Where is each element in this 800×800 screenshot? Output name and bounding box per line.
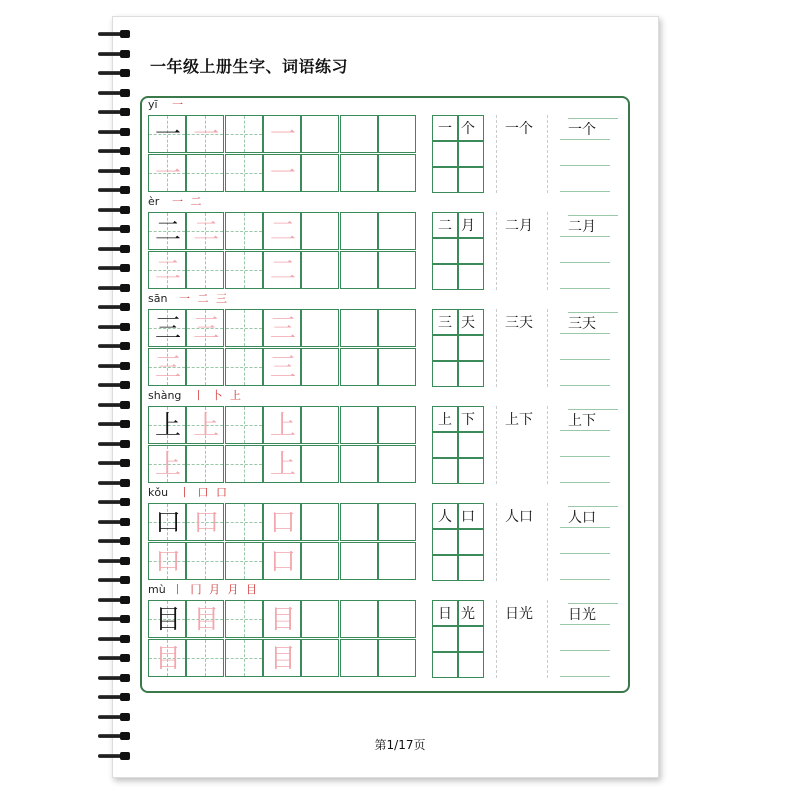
binding-ring — [96, 147, 132, 155]
grid-guide — [187, 561, 223, 562]
binding-ring — [96, 381, 132, 389]
binding-ring — [96, 284, 132, 292]
grid-cell — [340, 348, 378, 386]
model-word: 二月 — [438, 218, 484, 234]
grid-cell — [186, 309, 224, 347]
grid-cell — [148, 309, 186, 347]
grid-cell — [263, 348, 301, 386]
word-bracket — [496, 115, 548, 193]
pinyin-label: èr — [148, 195, 160, 208]
page-number: 第1/17页 — [374, 738, 426, 752]
guide-line — [560, 165, 610, 166]
trace-character: 口 — [269, 546, 296, 577]
trace-character: 二 — [193, 217, 220, 247]
grid-guide — [226, 134, 262, 135]
grid-cell — [225, 503, 263, 541]
word-lines — [560, 600, 610, 678]
binding-ring — [96, 674, 132, 682]
grid-cell — [148, 212, 186, 250]
trace-character: 口 — [154, 546, 181, 577]
model-word: 二月 — [505, 218, 533, 234]
grid-cell — [378, 115, 416, 153]
grid-cell — [225, 639, 263, 677]
binding-ring — [96, 50, 132, 58]
stroke-order: 丨 卜 上 — [193, 389, 243, 402]
grid-cell — [378, 503, 416, 541]
grid-cell — [301, 639, 339, 677]
binding-ring — [96, 596, 132, 604]
writing-grid — [148, 406, 416, 484]
guide-line — [560, 579, 610, 580]
page-title: 一年级上册生字、词语练习 — [150, 57, 349, 76]
trace-character: 一 — [154, 158, 181, 189]
grid-cell — [378, 445, 416, 483]
grid-guide — [226, 425, 262, 426]
stroke-order: 丨 冂 月 月 目 — [172, 583, 259, 596]
trace-character: 上 — [269, 411, 296, 441]
grid-cell — [263, 309, 301, 347]
grid-cell — [378, 348, 416, 386]
grid-cell — [263, 154, 301, 192]
grid-cell — [340, 406, 378, 444]
word-cell — [458, 432, 484, 458]
grid-cell — [263, 445, 301, 483]
grid-guide — [226, 464, 262, 465]
model-character: 二 — [154, 217, 181, 247]
guide-line — [560, 676, 610, 677]
word-cell — [432, 652, 458, 678]
word-cell — [458, 335, 484, 361]
guide-line — [560, 333, 610, 334]
grid-guide — [226, 328, 262, 329]
grid-cell — [263, 639, 301, 677]
trace-character: 三 — [154, 352, 181, 383]
grid-guide — [226, 522, 262, 523]
model-word: 三天 — [505, 315, 533, 331]
grid-cell — [186, 212, 224, 250]
word-lines — [560, 309, 610, 387]
word-lines — [560, 406, 610, 484]
grid-cell — [186, 445, 224, 483]
grid-cell — [263, 542, 301, 580]
trace-character: 目 — [154, 643, 181, 674]
grid-cell — [263, 251, 301, 289]
guide-line — [560, 430, 610, 431]
trace-character: 二 — [154, 255, 181, 286]
grid-cell — [263, 503, 301, 541]
stroke-order: 一 — [172, 98, 185, 111]
grid-guide — [187, 173, 223, 174]
grid-cell — [301, 503, 339, 541]
trace-character: 上 — [269, 449, 296, 480]
model-word: 一个 — [568, 118, 618, 139]
word-cell — [432, 238, 458, 264]
binding-ring — [96, 303, 132, 311]
grid-cell — [301, 212, 339, 250]
word-bracket — [496, 309, 548, 387]
grid-cell — [378, 542, 416, 580]
grid-cell — [340, 154, 378, 192]
grid-cell — [340, 542, 378, 580]
grid-cell — [225, 154, 263, 192]
binding-ring — [96, 362, 132, 370]
grid-cell — [148, 154, 186, 192]
model-character: 上 — [154, 411, 181, 441]
word-cell — [458, 361, 484, 387]
word-grid — [432, 309, 484, 387]
grid-guide — [226, 658, 262, 659]
binding-ring — [96, 323, 132, 331]
grid-cell — [225, 600, 263, 638]
grid-guide — [226, 561, 262, 562]
trace-character: 一 — [269, 158, 296, 189]
word-cell — [458, 141, 484, 167]
pinyin-label: sān — [148, 292, 168, 305]
grid-cell — [378, 600, 416, 638]
stroke-order: 一 二 — [172, 195, 204, 208]
grid-cell — [301, 348, 339, 386]
word-cell — [458, 264, 484, 290]
stroke-order: 一 二 三 — [179, 292, 229, 305]
word-lines — [560, 503, 610, 581]
word-cell — [458, 167, 484, 193]
grid-cell — [186, 542, 224, 580]
trace-character: 目 — [193, 605, 220, 635]
trace-character: 三 — [269, 314, 296, 344]
binding-ring — [96, 30, 132, 38]
word-bracket — [496, 600, 548, 678]
trace-character: 目 — [269, 605, 296, 635]
stroke-order: 丨 口 口 — [179, 486, 229, 499]
grid-cell — [301, 115, 339, 153]
word-cell — [458, 626, 484, 652]
grid-guide — [226, 619, 262, 620]
grid-cell — [186, 251, 224, 289]
binding-ring — [96, 128, 132, 136]
writing-grid — [148, 503, 416, 581]
trace-character: 一 — [269, 120, 296, 150]
word-cell — [432, 264, 458, 290]
model-word: 上下 — [505, 412, 533, 428]
pinyin-label: shàng — [148, 389, 182, 402]
guide-line — [560, 624, 610, 625]
binding-ring — [96, 245, 132, 253]
word-cell — [458, 652, 484, 678]
binding-ring — [96, 108, 132, 116]
trace-character: 上 — [154, 449, 181, 480]
grid-cell — [186, 115, 224, 153]
grid-guide — [226, 367, 262, 368]
grid-cell — [340, 251, 378, 289]
binding-ring — [96, 186, 132, 194]
grid-guide — [226, 231, 262, 232]
grid-cell — [301, 600, 339, 638]
pinyin-label: yī — [148, 98, 158, 111]
model-word: 日光 — [568, 603, 618, 624]
word-cell — [432, 458, 458, 484]
grid-cell — [263, 600, 301, 638]
guide-line — [560, 359, 610, 360]
grid-cell — [340, 212, 378, 250]
model-word: 日光 — [505, 606, 533, 622]
grid-cell — [378, 309, 416, 347]
grid-guide — [226, 270, 262, 271]
binding-ring — [96, 264, 132, 272]
binding-ring — [96, 713, 132, 721]
word-grid — [432, 406, 484, 484]
word-cell — [432, 432, 458, 458]
trace-character: 口 — [269, 508, 296, 538]
guide-line — [560, 288, 610, 289]
grid-cell — [378, 154, 416, 192]
guide-line — [560, 456, 610, 457]
pinyin-label: mù — [148, 583, 166, 596]
trace-character: 二 — [269, 255, 296, 286]
model-word: 一个 — [438, 121, 484, 137]
grid-cell — [378, 212, 416, 250]
grid-cell — [301, 309, 339, 347]
grid-cell — [148, 445, 186, 483]
spiral-binding — [96, 30, 136, 770]
trace-character: 三 — [269, 352, 296, 383]
word-cell — [458, 238, 484, 264]
grid-cell — [186, 154, 224, 192]
grid-cell — [301, 542, 339, 580]
binding-ring — [96, 537, 132, 545]
guide-line — [560, 139, 610, 140]
grid-cell — [225, 348, 263, 386]
guide-line — [560, 236, 610, 237]
word-bracket — [496, 503, 548, 581]
word-cell — [432, 167, 458, 193]
grid-cell — [340, 309, 378, 347]
grid-cell — [263, 212, 301, 250]
model-word: 三天 — [568, 312, 618, 333]
binding-ring — [96, 459, 132, 467]
word-cell — [458, 555, 484, 581]
binding-ring — [96, 693, 132, 701]
grid-cell — [148, 639, 186, 677]
word-grid — [432, 115, 484, 193]
word-cell — [432, 555, 458, 581]
grid-cell — [225, 445, 263, 483]
grid-guide — [187, 658, 223, 659]
grid-cell — [378, 639, 416, 677]
binding-ring — [96, 89, 132, 97]
grid-guide — [187, 367, 223, 368]
grid-cell — [148, 542, 186, 580]
grid-cell — [301, 445, 339, 483]
grid-cell — [148, 406, 186, 444]
word-lines — [560, 212, 610, 290]
word-cell — [432, 529, 458, 555]
grid-cell — [340, 115, 378, 153]
grid-cell — [340, 639, 378, 677]
grid-cell — [225, 115, 263, 153]
binding-ring — [96, 401, 132, 409]
writing-grid — [148, 600, 416, 678]
binding-ring — [96, 206, 132, 214]
word-bracket — [496, 406, 548, 484]
guide-line — [560, 191, 610, 192]
binding-ring — [96, 69, 132, 77]
grid-cell — [186, 348, 224, 386]
grid-guide — [187, 464, 223, 465]
grid-cell — [225, 406, 263, 444]
model-word: 人口 — [568, 506, 618, 527]
model-character: 口 — [154, 508, 181, 538]
grid-cell — [225, 309, 263, 347]
grid-cell — [301, 251, 339, 289]
grid-cell — [186, 600, 224, 638]
grid-cell — [263, 406, 301, 444]
word-grid — [432, 503, 484, 581]
guide-line — [560, 385, 610, 386]
word-cell — [458, 529, 484, 555]
binding-ring — [96, 518, 132, 526]
trace-character: 上 — [193, 411, 220, 441]
grid-cell — [301, 406, 339, 444]
model-word: 三天 — [438, 315, 484, 331]
grid-guide — [226, 173, 262, 174]
binding-ring — [96, 342, 132, 350]
grid-cell — [186, 503, 224, 541]
model-word: 人口 — [438, 509, 484, 525]
guide-line — [560, 527, 610, 528]
trace-character: 口 — [193, 508, 220, 538]
word-cell — [432, 361, 458, 387]
model-word: 二月 — [568, 215, 618, 236]
pinyin-label: kǒu — [148, 486, 169, 499]
grid-cell — [186, 406, 224, 444]
binding-ring — [96, 440, 132, 448]
binding-ring — [96, 420, 132, 428]
writing-grid — [148, 309, 416, 387]
model-character: 三 — [154, 314, 181, 344]
word-cell — [458, 458, 484, 484]
binding-ring — [96, 654, 132, 662]
binding-ring — [96, 498, 132, 506]
grid-cell — [148, 251, 186, 289]
writing-grid — [148, 212, 416, 290]
word-cell — [432, 335, 458, 361]
binding-ring — [96, 557, 132, 565]
binding-ring — [96, 615, 132, 623]
binding-ring — [96, 635, 132, 643]
trace-character: 一 — [193, 120, 220, 150]
guide-line — [560, 482, 610, 483]
word-lines — [560, 115, 610, 193]
grid-cell — [225, 542, 263, 580]
model-word: 日光 — [438, 606, 484, 622]
model-character: 目 — [154, 605, 181, 635]
grid-cell — [301, 154, 339, 192]
model-word: 上下 — [438, 412, 484, 428]
binding-ring — [96, 167, 132, 175]
word-cell — [432, 626, 458, 652]
grid-cell — [186, 639, 224, 677]
trace-character: 目 — [269, 643, 296, 674]
grid-cell — [340, 600, 378, 638]
binding-ring — [96, 479, 132, 487]
model-word: 一个 — [505, 121, 533, 137]
grid-cell — [378, 406, 416, 444]
trace-character: 三 — [193, 314, 220, 344]
guide-line — [560, 553, 610, 554]
model-word: 人口 — [505, 509, 533, 525]
binding-ring — [96, 225, 132, 233]
grid-cell — [340, 445, 378, 483]
model-word: 上下 — [568, 409, 618, 430]
word-grid — [432, 600, 484, 678]
model-character: 一 — [154, 120, 181, 150]
grid-cell — [263, 115, 301, 153]
grid-cell — [225, 251, 263, 289]
grid-cell — [225, 212, 263, 250]
grid-cell — [378, 251, 416, 289]
grid-cell — [148, 503, 186, 541]
binding-ring — [96, 576, 132, 584]
word-cell — [432, 141, 458, 167]
grid-guide — [187, 270, 223, 271]
writing-grid — [148, 115, 416, 193]
grid-cell — [340, 503, 378, 541]
grid-cell — [148, 115, 186, 153]
guide-line — [560, 262, 610, 263]
grid-cell — [148, 348, 186, 386]
word-bracket — [496, 212, 548, 290]
guide-line — [560, 650, 610, 651]
trace-character: 二 — [269, 217, 296, 247]
grid-cell — [148, 600, 186, 638]
word-grid — [432, 212, 484, 290]
